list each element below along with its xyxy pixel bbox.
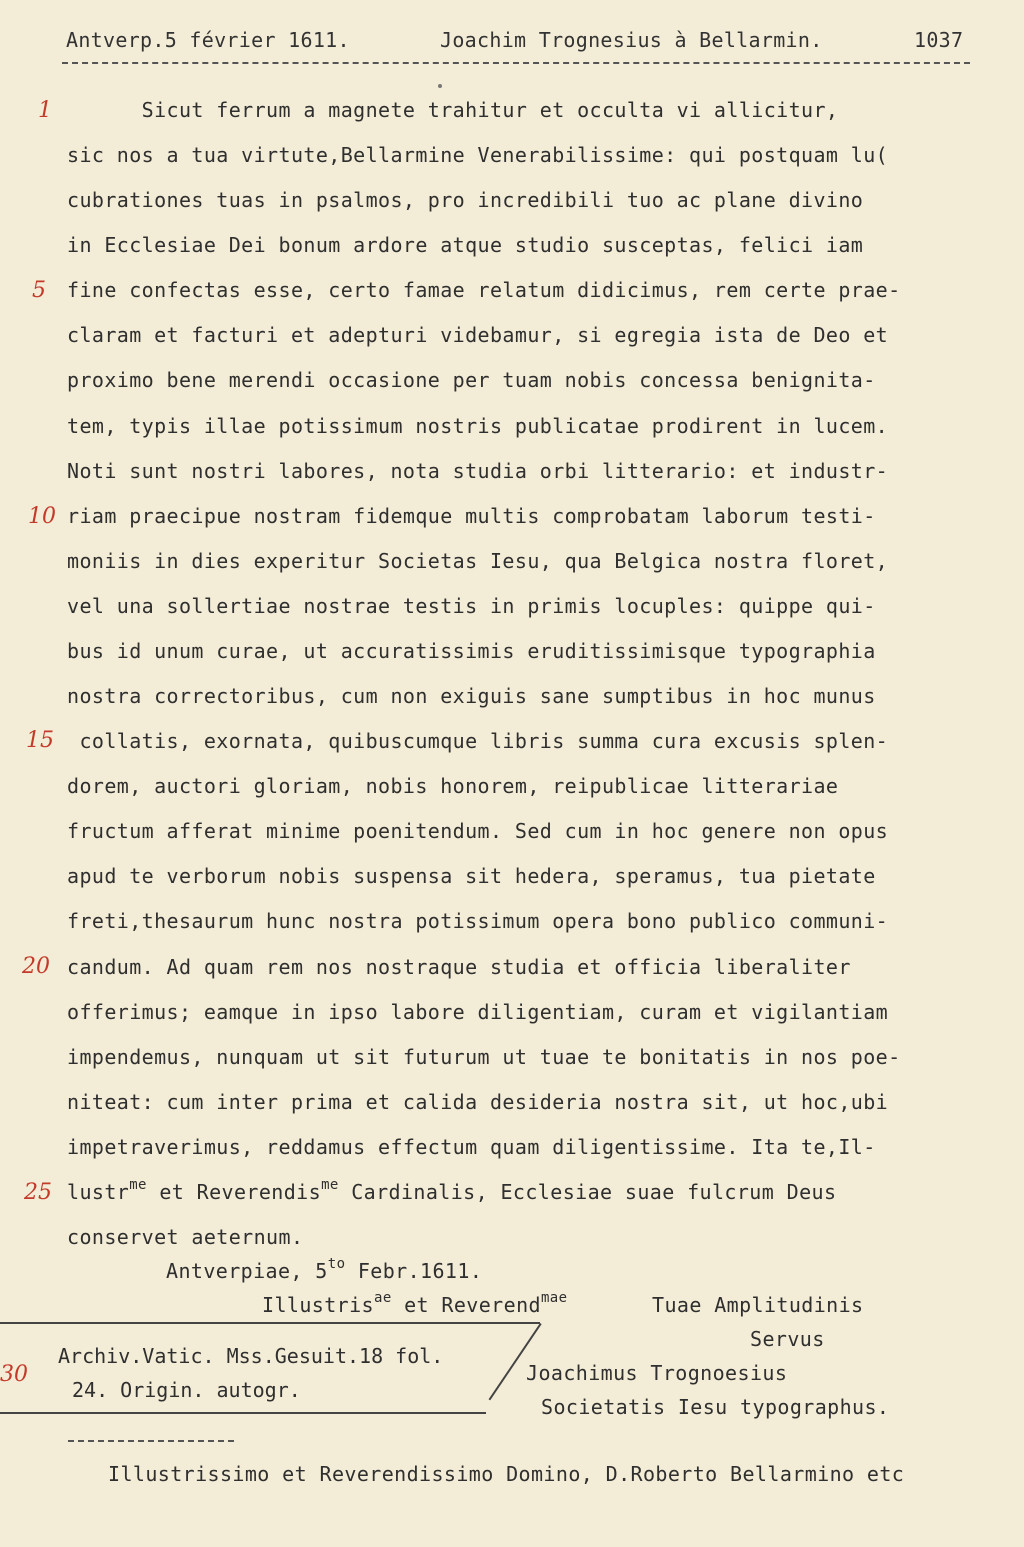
text-fragment: et Reverendis xyxy=(146,1180,322,1204)
body-line: fine confectas esse, certo famae relatum didicimus, rem certe prae- xyxy=(67,278,901,302)
header-rule xyxy=(62,62,970,64)
body-line: vel una sollertiae nostrae testis in primis locuples: quippe qui- xyxy=(67,594,876,618)
closing-amplitudinis: Tuae Amplitudinis xyxy=(652,1293,864,1317)
line-number-25: 25 xyxy=(24,1180,52,1205)
line-number-5: 5 xyxy=(32,278,46,303)
line-number-1: 1 xyxy=(38,98,52,123)
body-line: bus id unum curae, ut accuratissimis eruditissimisque typographia xyxy=(67,639,876,663)
body-line: dorem, auctori gloriam, nobis honorem, reipublicae litterariae xyxy=(67,774,839,798)
text-fragment: Febr.1611. xyxy=(345,1259,483,1283)
signature-name: Joachimus Trognoesius xyxy=(526,1361,788,1385)
text-fragment: Illustris xyxy=(262,1293,374,1317)
line-number-15: 15 xyxy=(26,728,54,753)
text-fragment: lustr xyxy=(67,1180,130,1204)
address-line: Illustrissimo et Reverendissimo Domino, D.Roberto Bellarmino etc xyxy=(108,1462,905,1486)
ink-dot xyxy=(438,84,442,88)
body-line: tem, typis illae potissimum nostris publicatae prodirent in lucem. xyxy=(67,414,889,438)
body-line: sic nos a tua virtute,Bellarmine Venerabilissime: qui postquam lu( xyxy=(67,143,889,167)
body-line: candum. Ad quam rem nos nostraque studia et officia liberaliter xyxy=(67,955,851,979)
text-fragment: et Reverend xyxy=(391,1293,541,1317)
body-line: in Ecclesiae Dei bonum ardore atque studio susceptas, felici iam xyxy=(67,233,864,257)
body-line: fructum afferat minime poenitendum. Sed cum in hoc genere non opus xyxy=(67,819,889,843)
text-fragment: Antverpiae, 5 xyxy=(166,1259,328,1283)
body-line: niteat: cum inter prima et calida desideria nostra sit, ut hoc,ubi xyxy=(67,1090,889,1114)
superscript: mae xyxy=(540,1290,568,1306)
body-line-25 xyxy=(67,1177,837,1204)
closing-salutation xyxy=(262,1290,568,1317)
body-line: riam praecipue nostram fidemque multis comprobatam laborum testi- xyxy=(67,504,876,528)
archive-box-bottom-rule xyxy=(0,1412,486,1414)
line-number-10: 10 xyxy=(28,504,56,529)
header-correspondents: Joachim Trognesius à Bellarmin. xyxy=(440,28,823,52)
body-line: apud te verborum nobis suspensa sit hedera, speramus, tua pietate xyxy=(67,864,876,888)
body-line: impetraverimus, reddamus effectum quam diligentissime. Ita te,Il- xyxy=(67,1135,876,1159)
body-line: impendemus, nunquam ut sit futurum ut tuae te bonitatis in nos poe- xyxy=(67,1045,901,1069)
body-line: moniis in dies experitur Societas Iesu, qua Belgica nostra floret, xyxy=(67,549,889,573)
body-line: conservet aeternum. xyxy=(67,1225,304,1249)
superscript: me xyxy=(129,1177,147,1193)
body-line: collatis, exornata, quibuscumque libris summa cura excusis splen- xyxy=(67,729,889,753)
body-line: cubrationes tuas in psalmos, pro incredibili tuo ac plane divino xyxy=(67,188,864,212)
signature-society: Societatis Iesu typographus. xyxy=(541,1395,890,1419)
page-header xyxy=(66,28,971,148)
line-number-20: 20 xyxy=(22,954,50,979)
body-line: claram et facturi et adepturi videbamur, si egregia ista de Deo et xyxy=(67,323,889,347)
header-page-number: 1037 xyxy=(914,28,964,52)
header-place-date: Antverp.5 février 1611. xyxy=(66,28,350,52)
body-line: proximo bene merendi occasione per tuam nobis concessa benignita- xyxy=(67,368,876,392)
body-line: freti,thesaurum hunc nostra potissimum opera bono publico communi- xyxy=(67,909,889,933)
superscript: ae xyxy=(373,1290,392,1306)
line-number-30: 30 xyxy=(0,1362,28,1387)
signature-servus: Servus xyxy=(750,1327,825,1351)
text-fragment: Cardinalis, Ecclesiae suae fulcrum Deus xyxy=(338,1180,837,1204)
superscript: to xyxy=(327,1256,346,1272)
body-line: Sicut ferrum a magnete trahitur et occulta vi allicitur, xyxy=(67,98,839,122)
body-line: nostra correctoribus, cum non exiguis sane sumptibus in hoc munus xyxy=(67,684,876,708)
archive-note-line-1: Archiv.Vatic. Mss.Gesuit.18 fol. xyxy=(58,1344,444,1368)
dateline xyxy=(166,1256,483,1283)
separator-rule xyxy=(68,1440,234,1442)
body-line: offerimus; eamque in ipso labore diligentiam, curam et vigilantiam xyxy=(67,1000,889,1024)
archive-box-top-rule xyxy=(0,1322,540,1324)
body-line: Noti sunt nostri labores, nota studia orbi litterario: et industr- xyxy=(67,459,889,483)
archive-note-line-2: 24. Origin. autogr. xyxy=(72,1378,301,1402)
superscript: me xyxy=(321,1177,339,1193)
